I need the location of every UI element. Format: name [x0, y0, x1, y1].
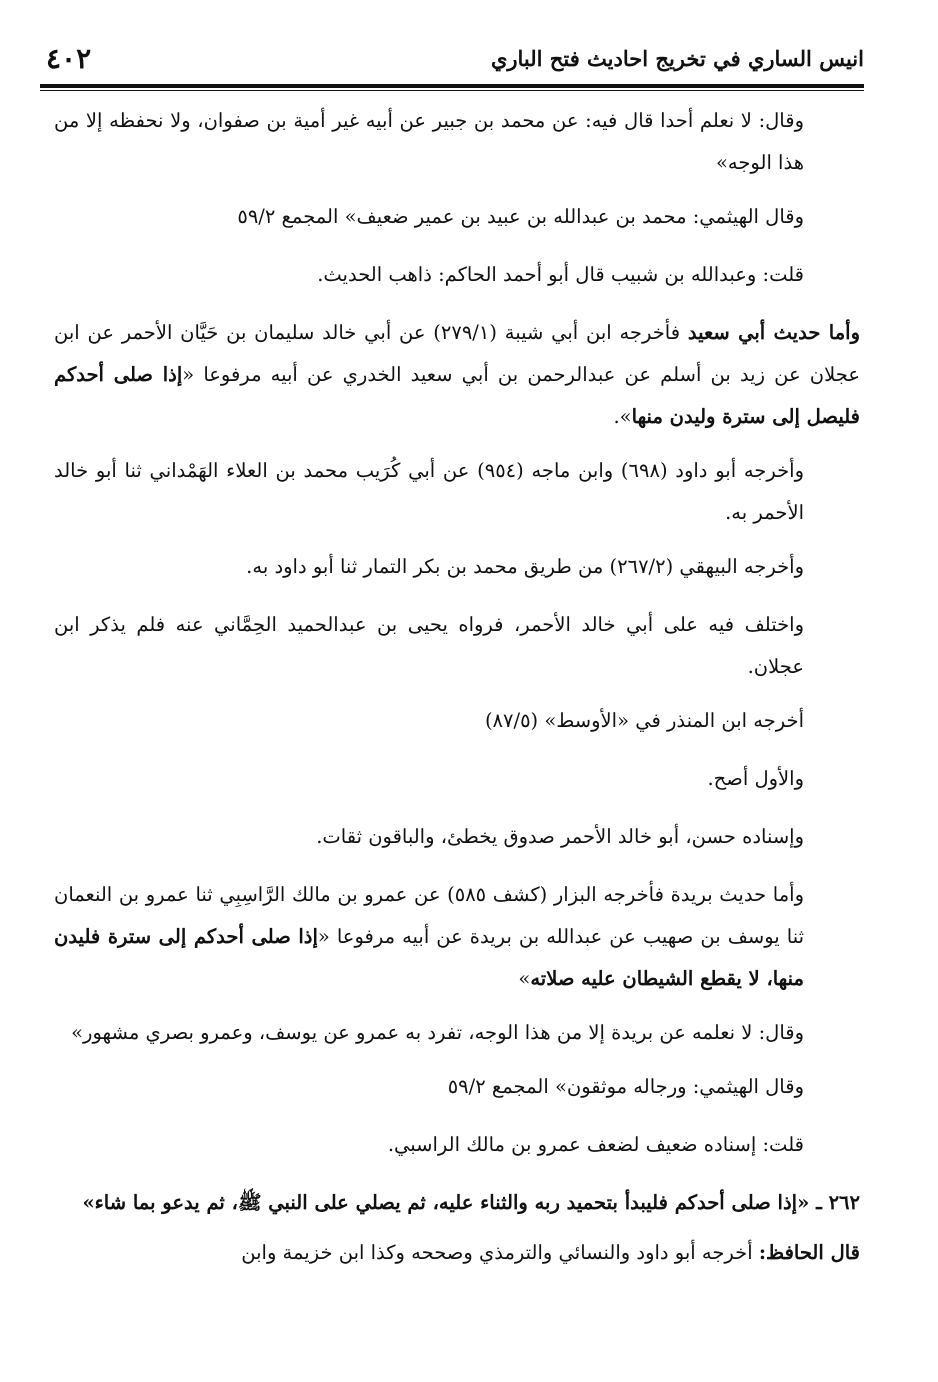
paragraph-text: أخرجه أبو داود والنسائي والترمذي وصححه وكذا ابن خزيمة وابن: [241, 1241, 759, 1264]
paragraph-text: وأخرجه أبو داود (٦٩٨) وابن ماجه (٩٥٤) عن أبي كُرَيب محمد بن العلاء الهَمْداني ثنا أبو خالد الأحمر به.: [54, 459, 805, 524]
paragraph-text: وقال: لا نعلم أحدا قال فيه: عن محمد بن جبير عن أبيه غير أمية بن صفوان، ولا نحفظه إلا من هذا الوجه»: [54, 109, 804, 174]
paragraph-11: [54, 874, 860, 1000]
page-header: [46, 38, 864, 78]
paragraph-text: أخرجه ابن المنذر في «الأوسط» (٨٧/٥): [484, 709, 804, 732]
paragraph-text: واختلف فيه على أبي خالد الأحمر، فرواه يحيى بن عبدالحميد الحِمَّاني عنه فلم يذكر ابن عجلان.: [54, 613, 804, 678]
paragraph-14: [54, 1124, 860, 1166]
paragraph-5: [54, 450, 860, 534]
paragraph-9: [54, 758, 860, 800]
paragraph-text: فأخرجه ابن أبي شيبة (٢٧٩/١) عن أبي خالد سليمان بن حَيَّان الأحمر عن ابن عجلان عن زيد بن أسلم عن عبدالرحمن بن أبي سعيد الخدري عن أبيه مرفوعا «: [54, 321, 860, 386]
hadith-heading: [54, 1182, 860, 1224]
paragraph-4: [54, 312, 860, 438]
hafiz-paragraph: [54, 1232, 860, 1274]
paragraph-text: وقال الهيثمي: محمد بن عبدالله بن عبيد بن عمير ضعيف» المجمع ٥٩/٢: [237, 205, 804, 228]
hadith-text: «إذا صلى أحدكم فليبدأ بتحميد ربه والثناء عليه، ثم يصلي على النبي ﷺ، ثم يدعو بما شاء»: [82, 1191, 810, 1214]
paragraph-13: [54, 1066, 860, 1108]
paragraph-text: وقال: لا نعلمه عن بريدة إلا من هذا الوجه، تفرد به عمرو عن يوسف، وعمرو بصري مشهور»: [71, 1021, 804, 1044]
paragraph-text: والأول أصح.: [707, 767, 804, 790]
paragraph-8: [54, 700, 860, 742]
paragraph-10: [54, 816, 860, 858]
paragraph-text: ».: [613, 405, 632, 428]
paragraph-text: وإسناده حسن، أبو خالد الأحمر صدوق يخطئ، والباقون ثقات.: [316, 825, 804, 848]
hadith-number: ٢٦٢ ـ: [816, 1191, 860, 1214]
page-number: ٤٠٢: [46, 41, 92, 75]
page-body: [54, 100, 860, 1286]
header-divider: [40, 84, 864, 91]
paragraph-3: [54, 254, 860, 296]
hadith-quote: إذا صلى أحدكم فليصل إلى سترة وليدن منها: [54, 363, 860, 428]
paragraph-12: [54, 1012, 860, 1054]
paragraph-text: قلت: إسناده ضعيف لضعف عمرو بن مالك الراسبي.: [387, 1133, 804, 1156]
hafiz-label: قال الحافظ:: [758, 1241, 860, 1264]
paragraph-text: وأخرجه البيهقي (٢٦٧/٢) من طريق محمد بن بكر التمار ثنا أبو داود به.: [246, 555, 804, 578]
paragraph-2: [54, 196, 860, 238]
hadith-quote: إذا صلى أحدكم إلى سترة فليدن منها، لا يقطع الشيطان عليه صلاته: [54, 925, 804, 990]
paragraph-1: [54, 100, 860, 184]
paragraph-7: [54, 604, 860, 688]
paragraph-text: وقال الهيثمي: ورجاله موثقون» المجمع ٥٩/٢: [447, 1075, 804, 1098]
paragraph-text: قلت: وعبدالله بن شبيب قال أبو أحمد الحاكم: ذاهب الحديث.: [317, 263, 804, 286]
running-title: انيس الساري في تخريج احاديث فتح الباري: [490, 45, 864, 71]
paragraph-text: »: [518, 967, 531, 990]
paragraph-text: وأما حديث بريدة فأخرجه البزار (كشف ٥٨٥) عن عمرو بن مالك الرَّاسِبِي ثنا عمرو بن النعمان ثنا يوسف بن صهيب عن عبدالله بن بريدة عن أبيه مرفوعا «: [54, 883, 805, 948]
section-lead-abu-said: وأما حديث أبي سعيد: [687, 321, 860, 344]
paragraph-6: [54, 546, 860, 588]
